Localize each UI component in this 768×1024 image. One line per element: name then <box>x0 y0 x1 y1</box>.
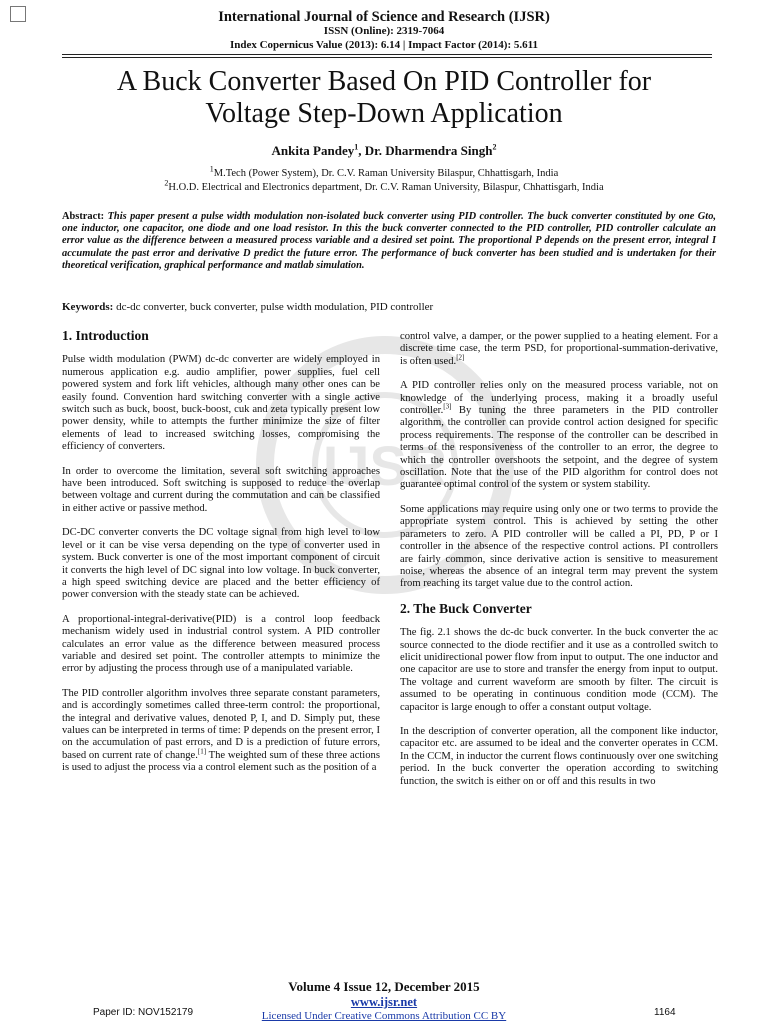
intro-paragraph-5-text: The PID controller algorithm involves three separate constant parameters, and is accordingly sometimes called three-term control: the proportional, the integral and derivative values, denoted P, I, and D. Simply put, these values can be interpreted in terms of time: P depends on the present error, I on the accumulation of past errors, and D is a prediction of future errors, based on current rate of change. <box>62 687 380 761</box>
keywords <box>62 301 716 313</box>
author-list <box>0 143 768 159</box>
abstract-text: This paper present a pulse width modulation non-isolated buck converter using PID controller. The buck converter constituted by one Gto, one inductor, one capacitor, one diode and one load resistor. In this the buck converter connected to the PID controller, PID controller calculate an error value as the difference between a measured process variable and a desired set point. The proportional P depends on the present error, integral I accumulate the past error and derivative D predict the future error. The performance of buck converter has been studied and is undertaken for their theoretical verification, graphical performance and matlab simulation. <box>62 211 716 271</box>
footer-url-link[interactable]: www.ijsr.net <box>350 995 418 1009</box>
right-paragraph-1-text-a: A PID controller relies only on the measured process variable, not on knowledge of the underlying process, making it a broadly useful controller. <box>400 380 718 417</box>
author-sep: , <box>358 143 365 158</box>
footer-volume: Volume 4 Issue 12, December 2015 <box>288 979 480 994</box>
journal-name: International Journal of Science and Research (IJSR) <box>218 9 550 25</box>
citation-3: [3] <box>443 402 452 411</box>
author-2: Dr. Dharmendra Singh <box>364 143 493 158</box>
page-number: 1164 <box>654 1007 676 1018</box>
affiliation-1-text: M.Tech (Power System), Dr. C.V. Raman University Bilaspur, Chhattisgarh, India <box>213 168 559 179</box>
affiliation-2 <box>0 178 768 193</box>
journal-issn: ISSN (Online): 2319-7064 <box>323 25 445 37</box>
author-2-sup: 2 <box>492 142 497 152</box>
right-paragraph-2: Some applications may require using only one or two terms to provide the appropriate system control. This is achieved by setting the other parameters to zero. A PID controller will be called a PI, PD, P or I controller in the absence of the respective control actions. PI controllers are fairly common, since derivative action is sensitive to measurement noise, whereas the absence of an integral term may prevent the system from reaching its target value due to the control action. <box>400 503 718 590</box>
intro-paragraph-5-tail: The weighted sum of these three actions is used to adjust the process via a control element such as the position of a <box>62 749 380 774</box>
right-paragraph-0-text: control valve, a damper, or the power supplied to a heating element. For a discrete time case, the term PSD, for proportional-summation-derivative, is often used. <box>400 331 718 367</box>
keywords-text: dc-dc converter, buck converter, pulse width modulation, PID controller <box>116 301 434 313</box>
affiliation-1-sup: 1 <box>209 164 214 174</box>
citation-2: [2] <box>456 353 465 362</box>
header-rule-bottom <box>62 57 712 58</box>
right-paragraph-1 <box>400 380 718 492</box>
abstract-label: Abstract: <box>62 211 105 222</box>
citation-1: [1] <box>197 747 207 756</box>
section-heading-buck-converter: 2. The Buck Converter <box>400 600 532 616</box>
intro-paragraph-3: DC-DC converter converts the DC voltage signal from high level to low level or it can be vise versa depending on the type of converter used in system. Buck converter is one of the most important component of circuit it converts the high level of DC signal into low voltage. In buck converter, a high speed switching device are placed and the better efficiency of power conversion with the steady state can be achieved. <box>62 527 380 601</box>
paper-id: Paper ID: NOV152179 <box>93 1007 194 1018</box>
author-1-sup: 1 <box>354 142 359 152</box>
intro-paragraph-1: Pulse width modulation (PWM) dc-dc converter are widely employed in numerous application e.g. audio amplifier, power supplies, fuel cell powered system and fork lift vehicles, although many other ones can be easily found. Convention hard switching converter with a single active switch such as buck, boost, buck-boost, cuk and zeta typically present low power density, while to attempts the further minimize the size of filter elements of lead to increased switching losses, compromising the efficiency of converters. <box>62 354 380 453</box>
paper-title-line-2: Voltage Step-Down Application <box>205 98 563 129</box>
affiliation-1 <box>0 164 768 179</box>
footer-license-link[interactable]: Licensed Under Creative Commons Attribution CC BY <box>261 1010 507 1022</box>
right-paragraph-1-text-b: By tuning the three parameters in the PID controller algorithm, the controller can provide control action designed for specific process requirements. The response of the controller can be described in terms of the responsiveness of the controller to an error, the degree to which the controller overshoots the setpoint, and the degree of system oscillation. Note that the use of the PID algorithm for control does not guarantee optimal control of the system or system stability. <box>400 405 718 491</box>
paper-title-line-1: A Buck Converter Based On PID Controller for <box>116 66 652 97</box>
journal-index: Index Copernicus Value (2013): 6.14 | Impact Factor (2014): 5.611 <box>229 39 539 51</box>
intro-paragraph-4: A proportional-integral-derivative(PID) is a control loop feedback mechanism widely used in industrial control system. A PID controller calculates an error value as the difference between measured process variable and desired set point. The controller attempts to minimize the error by adjusting the process through use of a manipulated variable. <box>62 613 380 675</box>
affiliation-2-sup: 2 <box>164 178 169 188</box>
intro-paragraph-5 <box>62 688 380 775</box>
buck-paragraph-2: In the description of converter operation, all the component like inductor, capacitor etc. are assumed to be ideal and the converter operates in CCM. In the CCM, in inductor the current flows continuously over one switching period. In the buck converter the operation according to switching function, the switch is either on or off and this results in two <box>400 725 718 787</box>
right-column <box>400 331 718 800</box>
svg-text:IJSR: IJSR <box>322 434 448 497</box>
paper-title <box>40 66 728 130</box>
keywords-label: Keywords: <box>62 301 114 313</box>
abstract <box>62 211 716 272</box>
buck-paragraph-1: The fig. 2.1 shows the dc-dc buck converter. In the buck converter the ac source connected to the diode rectifier and it use as a controlled switch to elicit unidirectional power flow from input to output. The one inductor and one capacitor are use to store and transfer the energy from input to output. The voltage and current waveform are smooth by filter. The circuit is assumed to be operating in continuous condition mode (CCM). The capacitor is large enough to offer a constant output voltage. <box>400 627 718 713</box>
author-1: Ankita Pandey <box>271 143 355 158</box>
affiliation-2-text: H.O.D. Electrical and Electronics department, Dr. C.V. Raman University, Bilaspur, Chhattisgarh, India <box>168 182 604 193</box>
left-column <box>62 330 380 787</box>
intro-paragraph-2: In order to overcome the limitation, several soft switching approaches have been introduced. Soft switching is supposed to reduce the overlap between voltage and current during the commutation and can be classified in either active or passive method. <box>62 465 380 514</box>
header-rule-top <box>62 54 712 55</box>
right-paragraph-0 <box>400 331 718 368</box>
section-heading-introduction: 1. Introduction <box>62 328 149 343</box>
